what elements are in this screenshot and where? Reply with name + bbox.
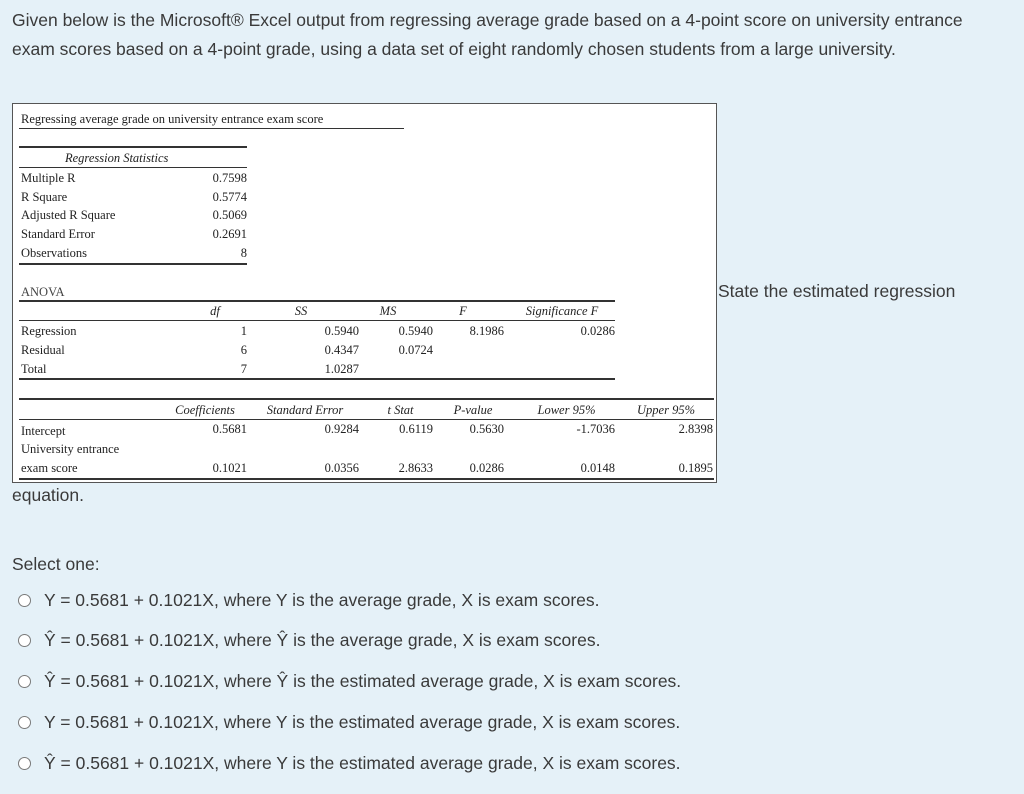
stat-label: Multiple R	[21, 171, 76, 185]
answer-option[interactable]	[18, 712, 680, 733]
regression-statistics-header: Regression Statistics	[65, 151, 169, 165]
anova-row-label: Total	[21, 362, 47, 376]
coef-cell: 0.0286	[469, 461, 504, 475]
stat-label: Standard Error	[21, 227, 95, 241]
stat-value: 8	[240, 246, 247, 260]
output-title: Regressing average grade on university entrance exam score	[21, 112, 324, 126]
radio-button[interactable]	[18, 634, 31, 647]
answer-option-text: Ŷ = 0.5681 + 0.1021X, where Y is the estimated average grade, X is exam scores.	[44, 753, 681, 773]
stat-value: 0.5069	[212, 208, 247, 222]
coef-header-p-value: P-value	[453, 403, 493, 417]
radio-button[interactable]	[18, 716, 31, 729]
coef-cell: 0.5630	[469, 422, 504, 436]
radio-button[interactable]	[18, 675, 31, 688]
coef-cell: -1.7036	[576, 422, 615, 436]
anova-header-ms: MS	[379, 304, 397, 318]
stat-value: 0.5774	[212, 190, 247, 204]
radio-button[interactable]	[18, 594, 31, 607]
answer-option-text: Ŷ = 0.5681 + 0.1021X, where Ŷ is the estimated average grade, X is exam scores.	[44, 671, 682, 691]
anova-cell: 0.4347	[324, 343, 359, 357]
anova-cell: 0.0724	[398, 343, 433, 357]
anova-cell: 0.5940	[398, 324, 433, 338]
coef-header-t-stat: t Stat	[387, 403, 414, 417]
anova-cell: 7	[240, 362, 247, 376]
answer-option[interactable]	[18, 753, 681, 774]
anova-label: ANOVA	[21, 285, 65, 299]
answer-option[interactable]	[18, 590, 600, 611]
anova-cell: 8.1986	[469, 324, 504, 338]
anova-cell: 0.0286	[580, 324, 615, 338]
anova-cell: 0.5940	[324, 324, 359, 338]
select-one-label: Select one:	[12, 554, 100, 574]
coef-cell: 0.5681	[212, 422, 247, 436]
anova-cell: 6	[240, 343, 247, 357]
coef-cell: 2.8398	[678, 422, 713, 436]
answer-option-text: Y = 0.5681 + 0.1021X, where Y is the estimated average grade, X is exam scores.	[44, 712, 681, 732]
coef-row-label: exam score	[21, 461, 78, 475]
coef-cell: 0.6119	[399, 422, 433, 436]
coef-header-lower: Lower 95%	[537, 403, 596, 417]
anova-row-label: Regression	[21, 324, 77, 338]
coef-header-upper: Upper 95%	[637, 403, 695, 417]
question-continuation: equation.	[12, 485, 85, 505]
coef-header-standard-error: Standard Error	[266, 403, 344, 417]
coef-cell: 0.1895	[678, 461, 713, 475]
anova-cell: 1	[240, 324, 247, 338]
answer-option-text: Y = 0.5681 + 0.1021X, where Y is the average grade, X is exam scores.	[44, 590, 600, 610]
coef-cell: 0.0356	[324, 461, 359, 475]
coef-cell: 0.9284	[324, 422, 359, 436]
coef-cell: 0.0148	[580, 461, 615, 475]
coef-row-label: Intercept	[21, 424, 66, 438]
anova-header-df: df	[210, 304, 220, 318]
answer-option[interactable]	[18, 630, 600, 651]
answer-option[interactable]	[18, 671, 681, 692]
radio-button[interactable]	[18, 757, 31, 770]
coef-row-label: University entrance	[21, 442, 120, 456]
anova-row-label: Residual	[21, 343, 65, 357]
anova-header-significance: Significance F	[525, 304, 599, 318]
stat-label: Observations	[21, 246, 87, 260]
coef-cell: 2.8633	[398, 461, 433, 475]
coef-cell: 0.1021	[212, 461, 247, 475]
anova-header-ss: SS	[294, 304, 308, 318]
stat-label: Adjusted R Square	[21, 208, 116, 222]
stat-label: R Square	[21, 190, 68, 204]
coef-header-coefficients: Coefficients	[175, 403, 235, 417]
anova-header-f: F	[459, 304, 467, 318]
stat-value: 0.7598	[212, 171, 247, 185]
anova-cell: 1.0287	[324, 362, 359, 376]
excel-output-image	[12, 103, 717, 483]
answer-option-text: Ŷ = 0.5681 + 0.1021X, where Ŷ is the average grade, X is exam scores.	[44, 630, 601, 650]
question-text: Given below is the Microsoft® Excel output from regressing average grade based on a 4-point score on university entrance exam scores based on a 4-point grade, using a data set of eight randomly chosen students from a large university.	[12, 10, 963, 59]
stat-value: 0.2691	[212, 227, 247, 241]
question-side-text: State the estimated regression	[718, 281, 956, 301]
